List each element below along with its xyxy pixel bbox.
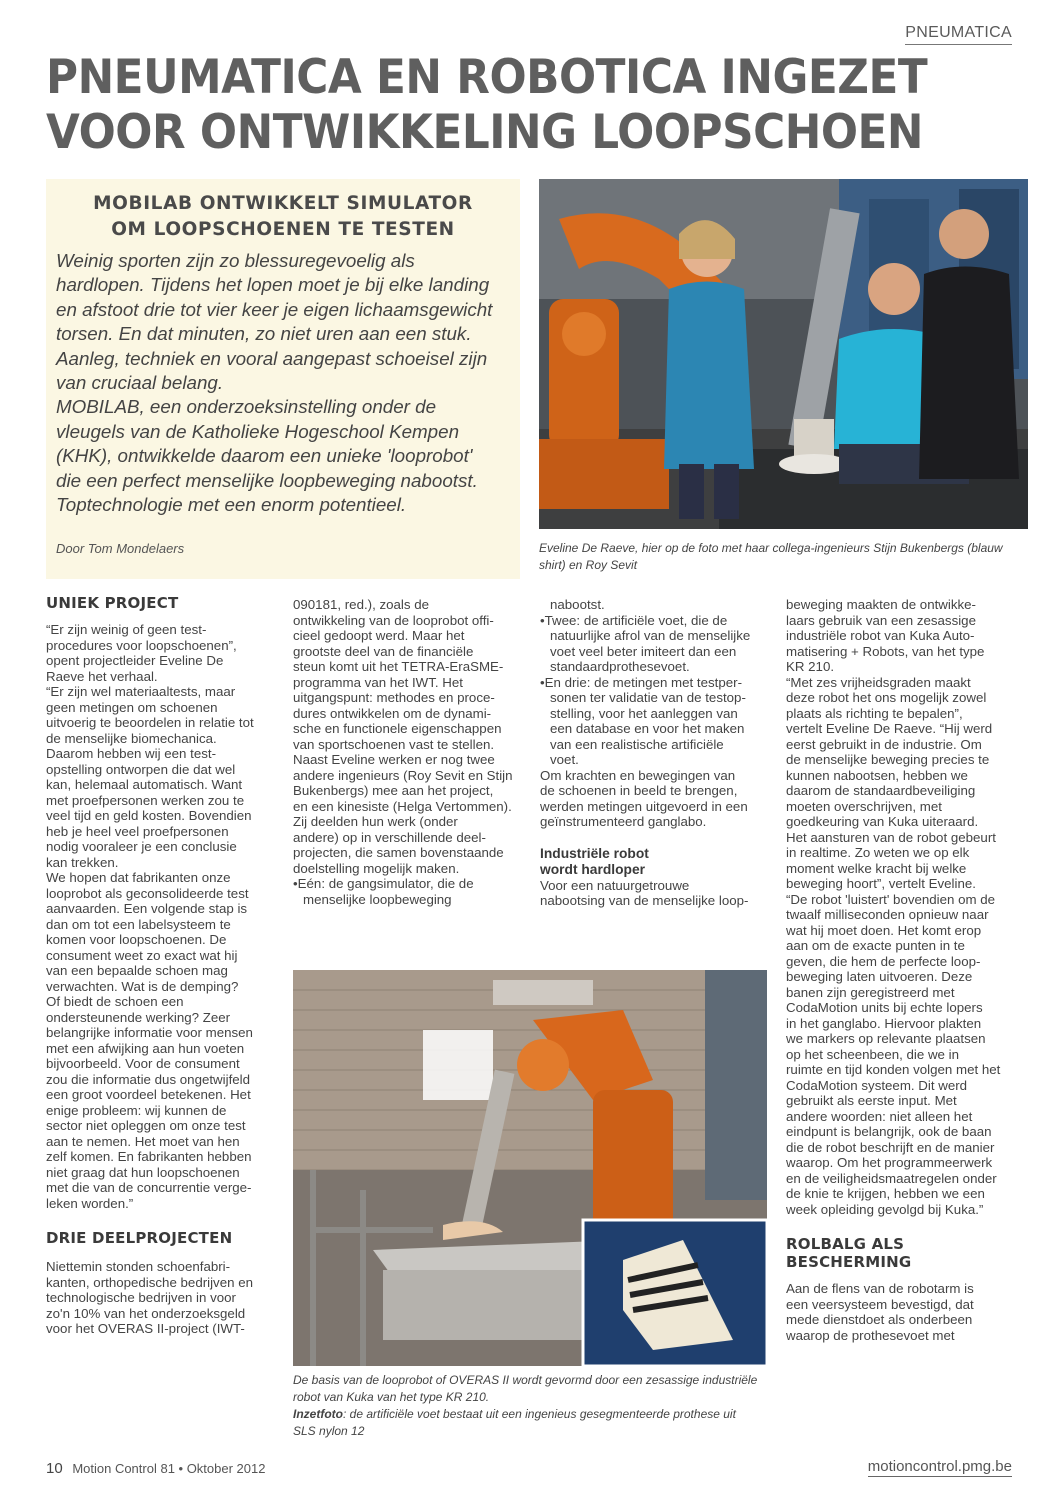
body-line: aan te nemen. Het moet van hen xyxy=(46,1133,240,1149)
bullet-line: sonen ter validatie van de testop- xyxy=(550,690,746,705)
body-line: enige probleem: wij kunnen de xyxy=(46,1102,227,1118)
body-line: met een afwijking aan hun voeten xyxy=(46,1040,245,1056)
body-line: ondersteunende werking? Zeer xyxy=(46,1009,231,1025)
body-line: bijvoorbeeld. Voor de consument xyxy=(46,1056,240,1071)
body-line: KR 210. xyxy=(786,659,835,674)
bullet-line: •Eén: de gangsimulator, die de xyxy=(293,876,474,891)
body-line: Om krachten en bewegingen van xyxy=(540,767,736,783)
body-line: leken worden.” xyxy=(46,1195,134,1211)
body-line: Aan de flens van de robotarm is xyxy=(786,1281,974,1296)
body-line: 090181, red.), zoals de xyxy=(293,597,430,612)
body-line: daarom de standaardbeveiliging xyxy=(786,783,976,798)
body-line: waarop. Om het programmeerwerk xyxy=(786,1155,993,1170)
body-line: eindpunt is belangrijk, ook de baan xyxy=(786,1124,992,1139)
body-line: voor het OVERAS II-project (IWT- xyxy=(46,1321,245,1336)
body-line: “De robot 'luistert' bovendien om de xyxy=(786,891,996,907)
intro-line: torsen. En dat minuten, zo niet uren aan een stuk. xyxy=(56,323,472,345)
body-line: grootste deel van de financiële xyxy=(293,643,474,659)
bullet-line: menselijke loopbeweging xyxy=(303,891,452,907)
body-line: Voor een natuurgetrouwe xyxy=(540,877,690,893)
body-line: met proefpersonen werken zou te xyxy=(46,792,245,808)
article-column-2 xyxy=(293,597,525,907)
body-line: Niettemin stonden schoenfabri- xyxy=(46,1259,231,1274)
body-line: opent projectleider Eveline De xyxy=(46,653,224,668)
body-line: zou die informatie dus ongetwijfeld xyxy=(46,1071,251,1087)
caption-line: robot van Kuka van het type KR 210. xyxy=(293,1390,490,1404)
body-line: op het scheenbeen, die we in xyxy=(786,1046,959,1062)
body-line: wat hij moet doen. Het komt erop xyxy=(786,922,982,938)
body-line: eerst gebruikt in de industrie. Om xyxy=(786,736,982,752)
body-line: procedures voor loopschoenen”, xyxy=(46,637,237,653)
body-line: en een kinesiste (Helga Vertommen). xyxy=(293,798,512,814)
intro-line: van cruciaal belang. xyxy=(56,372,224,394)
caption-line xyxy=(293,1406,763,1423)
body-line: Bukenbergs) mee aan het project, xyxy=(293,783,494,798)
body-line: uitvoerig te beoordelen in relatie tot xyxy=(46,715,254,730)
body-line: matisering + Robots, van het type xyxy=(786,643,985,659)
body-line: moeten overschrijven, met xyxy=(786,798,942,814)
body-line: opstelling ontworpen die dat wel xyxy=(46,761,236,777)
bullet-line: voet. xyxy=(550,752,579,767)
article-column-3 xyxy=(540,597,772,909)
body-line: twaalf milliseconden opnieuw naar xyxy=(786,907,989,922)
subheading-line: Industriële robot xyxy=(540,845,649,861)
website-link[interactable]: motioncontrol.pmg.be xyxy=(867,1458,1012,1475)
body-line: een groot voordeel betekenen. Het xyxy=(46,1087,251,1102)
article-column-1 xyxy=(46,594,276,1337)
body-line: in realtime. Zo weten we op elk xyxy=(786,845,970,860)
body-line: doelstelling mogelijk maken. xyxy=(293,860,460,876)
body-line: geven, die hem de perfecte loop- xyxy=(786,953,981,969)
intro-line: die een perfect menselijke loopbeweging nabootst. xyxy=(56,469,478,491)
body-line: komen voor loopschoenen. De xyxy=(46,932,227,947)
body-line: deze robot het ons mogelijk zowel xyxy=(786,690,987,705)
intro-line: hardlopen. Tijdens het lopen moet je bij elke landing xyxy=(56,274,490,296)
body-line: week opleiding gevolgd bij Kuka.” xyxy=(786,1201,984,1217)
body-line: de knie te krijgen, hebben we een xyxy=(786,1186,985,1201)
body-line: mede dienstdoet als onderbeen xyxy=(786,1312,973,1327)
body-line: in het ganglabo. Hiervoor plakten xyxy=(786,1015,982,1031)
body-line: plaats als richting te bepalen”, xyxy=(786,705,963,721)
body-line: zo'n 10% van het onderzoeksgeld xyxy=(46,1305,246,1321)
body-line: de menselijke biomechanica. xyxy=(46,730,217,746)
body-line: kanten, orthopedische bedrijven en xyxy=(46,1274,253,1290)
body-line: werden metingen uitgevoerd in een xyxy=(540,798,748,814)
bullet-line: natuurlijke afrol van de menselijke xyxy=(550,628,751,643)
body-line: met die van de concurrentie verge- xyxy=(46,1180,252,1195)
body-line: van sportschoenen vast te stellen. xyxy=(293,736,495,752)
body-line: zelf komen. En fabrikanten hebben xyxy=(46,1149,252,1164)
subtitle-line: OM LOOPSCHOENEN TE TESTEN xyxy=(111,219,455,240)
body-line: We hopen dat fabrikanten onze xyxy=(46,870,231,885)
bullet-line: van een realistische artificiële xyxy=(550,736,724,752)
caption-line: Eveline De Raeve, hier op de foto met haar collega-ingenieurs Stijn Bukenbergs (blauw xyxy=(539,541,1003,555)
subtitle-line: MOBILAB ONTWIKKELT SIMULATOR xyxy=(93,193,473,214)
heading-line: ROLBALG ALS xyxy=(786,1235,905,1253)
intro-text xyxy=(56,249,506,517)
body-line: nodig vooraleer je een conclusie xyxy=(46,839,237,854)
body-line: van een bepaalde schoen mag xyxy=(46,963,228,978)
caption-line: De basis van de looprobot of OVERAS II wordt gevormd door een zesassige industriële xyxy=(293,1373,758,1387)
body-line: en de veiligheidsmaatregelen onder xyxy=(786,1170,997,1186)
body-line: dures ontwikkelen om de dynami- xyxy=(293,705,492,721)
body-line: sche en functionele eigenschappen xyxy=(293,721,502,736)
heading-line: BESCHERMING xyxy=(786,1253,912,1271)
inset-photo-label: Inzetfoto xyxy=(293,1407,343,1421)
body-line: beweging laten uitvoeren. Deze xyxy=(786,969,973,984)
body-line: sector niet opleggen om onze test xyxy=(46,1118,246,1133)
body-line: Of biedt de schoen een xyxy=(46,994,184,1009)
body-line: looprobot als geconsolideerde test xyxy=(46,885,249,901)
body-line: laars gebruik van een zesassige xyxy=(786,612,976,628)
intro-line: (KHK), ontwikkelde daarom een unieke 'looprobot' xyxy=(56,445,473,467)
body-line: kunnen nabootsen, hebben we xyxy=(786,767,968,783)
body-line: kan, helemaal automatisch. Want xyxy=(46,777,243,792)
caption-line: shirt) en Roy Sevit xyxy=(539,558,638,572)
body-line: kan trekken. xyxy=(46,854,119,870)
article-column-4 xyxy=(786,597,1014,1343)
bullet-line: •En drie: de metingen met testper- xyxy=(540,674,742,690)
caption-line: SLS nylon 12 xyxy=(293,1424,365,1438)
intro-line: MOBILAB, een onderzoeksinstelling onder de xyxy=(56,396,437,418)
page-number: 10 xyxy=(46,1460,63,1477)
body-line: andere ingenieurs (Roy Sevit en Stijn xyxy=(293,767,513,783)
intro-line: Weinig sporten zijn zo blessuregevoelig als xyxy=(56,250,415,271)
body-line: aan om de exacte punten in te xyxy=(786,938,965,953)
intro-line: Aanleg, techniek en vooral aangepast schoeisel zijn xyxy=(56,347,488,369)
body-line: geïnstrumenteerd ganglabo. xyxy=(540,814,707,829)
robot-photo xyxy=(293,970,767,1366)
body-line: gebruikt als eerste input. Met xyxy=(786,1093,957,1108)
photo-bottom-caption xyxy=(293,1372,763,1440)
body-line: nabootst. xyxy=(550,597,605,612)
body-line: Daarom hebben wij een test- xyxy=(46,746,216,761)
intro-subtitle xyxy=(46,191,520,243)
intro-line: en afstoot drie tot vier keer je eigen lichaamsgewicht xyxy=(56,298,493,320)
section-tag: PNEUMATICA xyxy=(905,22,1012,45)
body-line: beweging maakten de ontwikke- xyxy=(786,597,976,612)
body-line: aanvaarden. Een volgende stap is xyxy=(46,901,248,916)
body-line: andere woorden: niet alleen het xyxy=(786,1108,973,1124)
section-heading-uniek-project: UNIEK PROJECT xyxy=(46,594,179,612)
body-line: we markers op relevante plaatsen xyxy=(786,1031,986,1046)
body-line: technologische bedrijven in voor xyxy=(46,1290,236,1305)
engineers-photo xyxy=(539,179,1028,529)
bullet-line: een database en voor het maken xyxy=(550,721,745,736)
body-line: de menselijke beweging precies te xyxy=(786,752,990,767)
body-line: heb je heel veel proefpersonen xyxy=(46,823,229,839)
body-line: de schoenen in beeld te brengen, xyxy=(540,783,738,798)
headline-line: VOOR ONTWIKKELING LOOPSCHOEN xyxy=(46,105,924,160)
body-line: beweging hoort”, vertelt Eveline. xyxy=(786,876,976,891)
subheading-industriele-robot xyxy=(540,846,772,878)
body-line: moment welke kracht bij welke xyxy=(786,860,967,876)
body-line: waarop de prothesevoet met xyxy=(786,1327,955,1343)
section-heading-rolbalg xyxy=(786,1235,1014,1271)
magazine-issue: Motion Control 81 • Oktober 2012 xyxy=(72,1461,266,1476)
intro-box xyxy=(46,179,520,579)
bullet-line: standaardprothesevoet. xyxy=(550,659,690,674)
intro-line: Toptechnologie met een enorm potentieel. xyxy=(56,494,407,516)
bullet-line: voet veel beter imiteert dan een xyxy=(550,643,737,659)
inset-photo-text: : de artificiële voet bestaat uit een ingenieus gesegmenteerde prothese uit xyxy=(343,1407,736,1421)
section-heading-drie-deelprojecten: DRIE DEELPROJECTEN xyxy=(46,1229,233,1247)
body-line: Zij deelden hun werk (onder xyxy=(293,814,458,829)
body-line: die de robot beschrijft en de manier xyxy=(786,1139,995,1155)
body-line: “Er zijn wel materiaaltests, maar xyxy=(46,684,236,699)
body-line: veel tijd en geld kosten. Bovendien xyxy=(46,808,252,823)
body-line: uitgangspunt: methodes en proce- xyxy=(293,690,495,705)
photo-top-caption xyxy=(539,540,1024,574)
body-line: andere) op in verschillende deel- xyxy=(293,829,486,845)
body-line: “Er zijn weinig of geen test- xyxy=(46,622,207,637)
headline-line: PNEUMATICA EN ROBOTICA INGEZET xyxy=(46,50,928,105)
body-line: belangrijke informatie voor mensen xyxy=(46,1025,253,1040)
body-line: Naast Eveline werken er nog twee xyxy=(293,752,495,767)
body-line: geen metingen om schoenen xyxy=(46,699,218,715)
body-line: niet graag dat hun loopschoenen xyxy=(46,1164,240,1180)
body-line: een veersysteem bevestigd, dat xyxy=(786,1296,974,1312)
subheading-line: wordt hardloper xyxy=(540,861,646,877)
bullet-line: stelling, voor het aanleggen van xyxy=(550,705,738,721)
body-line: ruimte en tijd konden volgen met het xyxy=(786,1062,1001,1077)
body-line: industriële robot van Kuka Auto- xyxy=(786,628,975,643)
body-line: projecten, die samen bovenstaande xyxy=(293,845,504,860)
body-line: goedkeuring van Kuka uiteraard. xyxy=(786,814,979,829)
body-line: nabootsing van de menselijke loop- xyxy=(540,893,749,908)
body-line: ontwikkeling van de looprobot offi- xyxy=(293,612,494,628)
body-line: steun komt uit het TETRA-EraSME- xyxy=(293,659,504,674)
intro-line: vleugels van de Katholieke Hogeschool Kempen xyxy=(56,420,460,442)
bullet-line: •Twee: de artificiële voet, die de xyxy=(540,612,728,628)
body-line: “Met zes vrijheidsgraden maakt xyxy=(786,674,971,690)
body-line: programma van het IWT. Het xyxy=(293,674,463,690)
footer-left xyxy=(46,1460,265,1477)
body-line: Raeve het verhaal. xyxy=(46,668,158,684)
body-line: banen zijn geregistreerd met xyxy=(786,984,955,1000)
body-line: CodaMotion units bij echte lopers xyxy=(786,1000,983,1015)
body-line: dan om tot een labelsysteem te xyxy=(46,916,231,932)
body-line: cieel gedoopt werd. Maar het xyxy=(293,628,465,643)
body-line: verwachten. Wat is de demping? xyxy=(46,978,239,994)
body-line: CodaMotion systeem. Dit werd xyxy=(786,1077,968,1093)
body-line: Het aansturen van de robot gebeurt xyxy=(786,829,996,845)
body-line: consument weet zo exact wat hij xyxy=(46,947,238,963)
article-headline xyxy=(46,50,957,160)
byline: Door Tom Mondelaers xyxy=(56,541,185,556)
body-line: vertelt Eveline De Raeve. “Hij werd xyxy=(786,721,993,736)
